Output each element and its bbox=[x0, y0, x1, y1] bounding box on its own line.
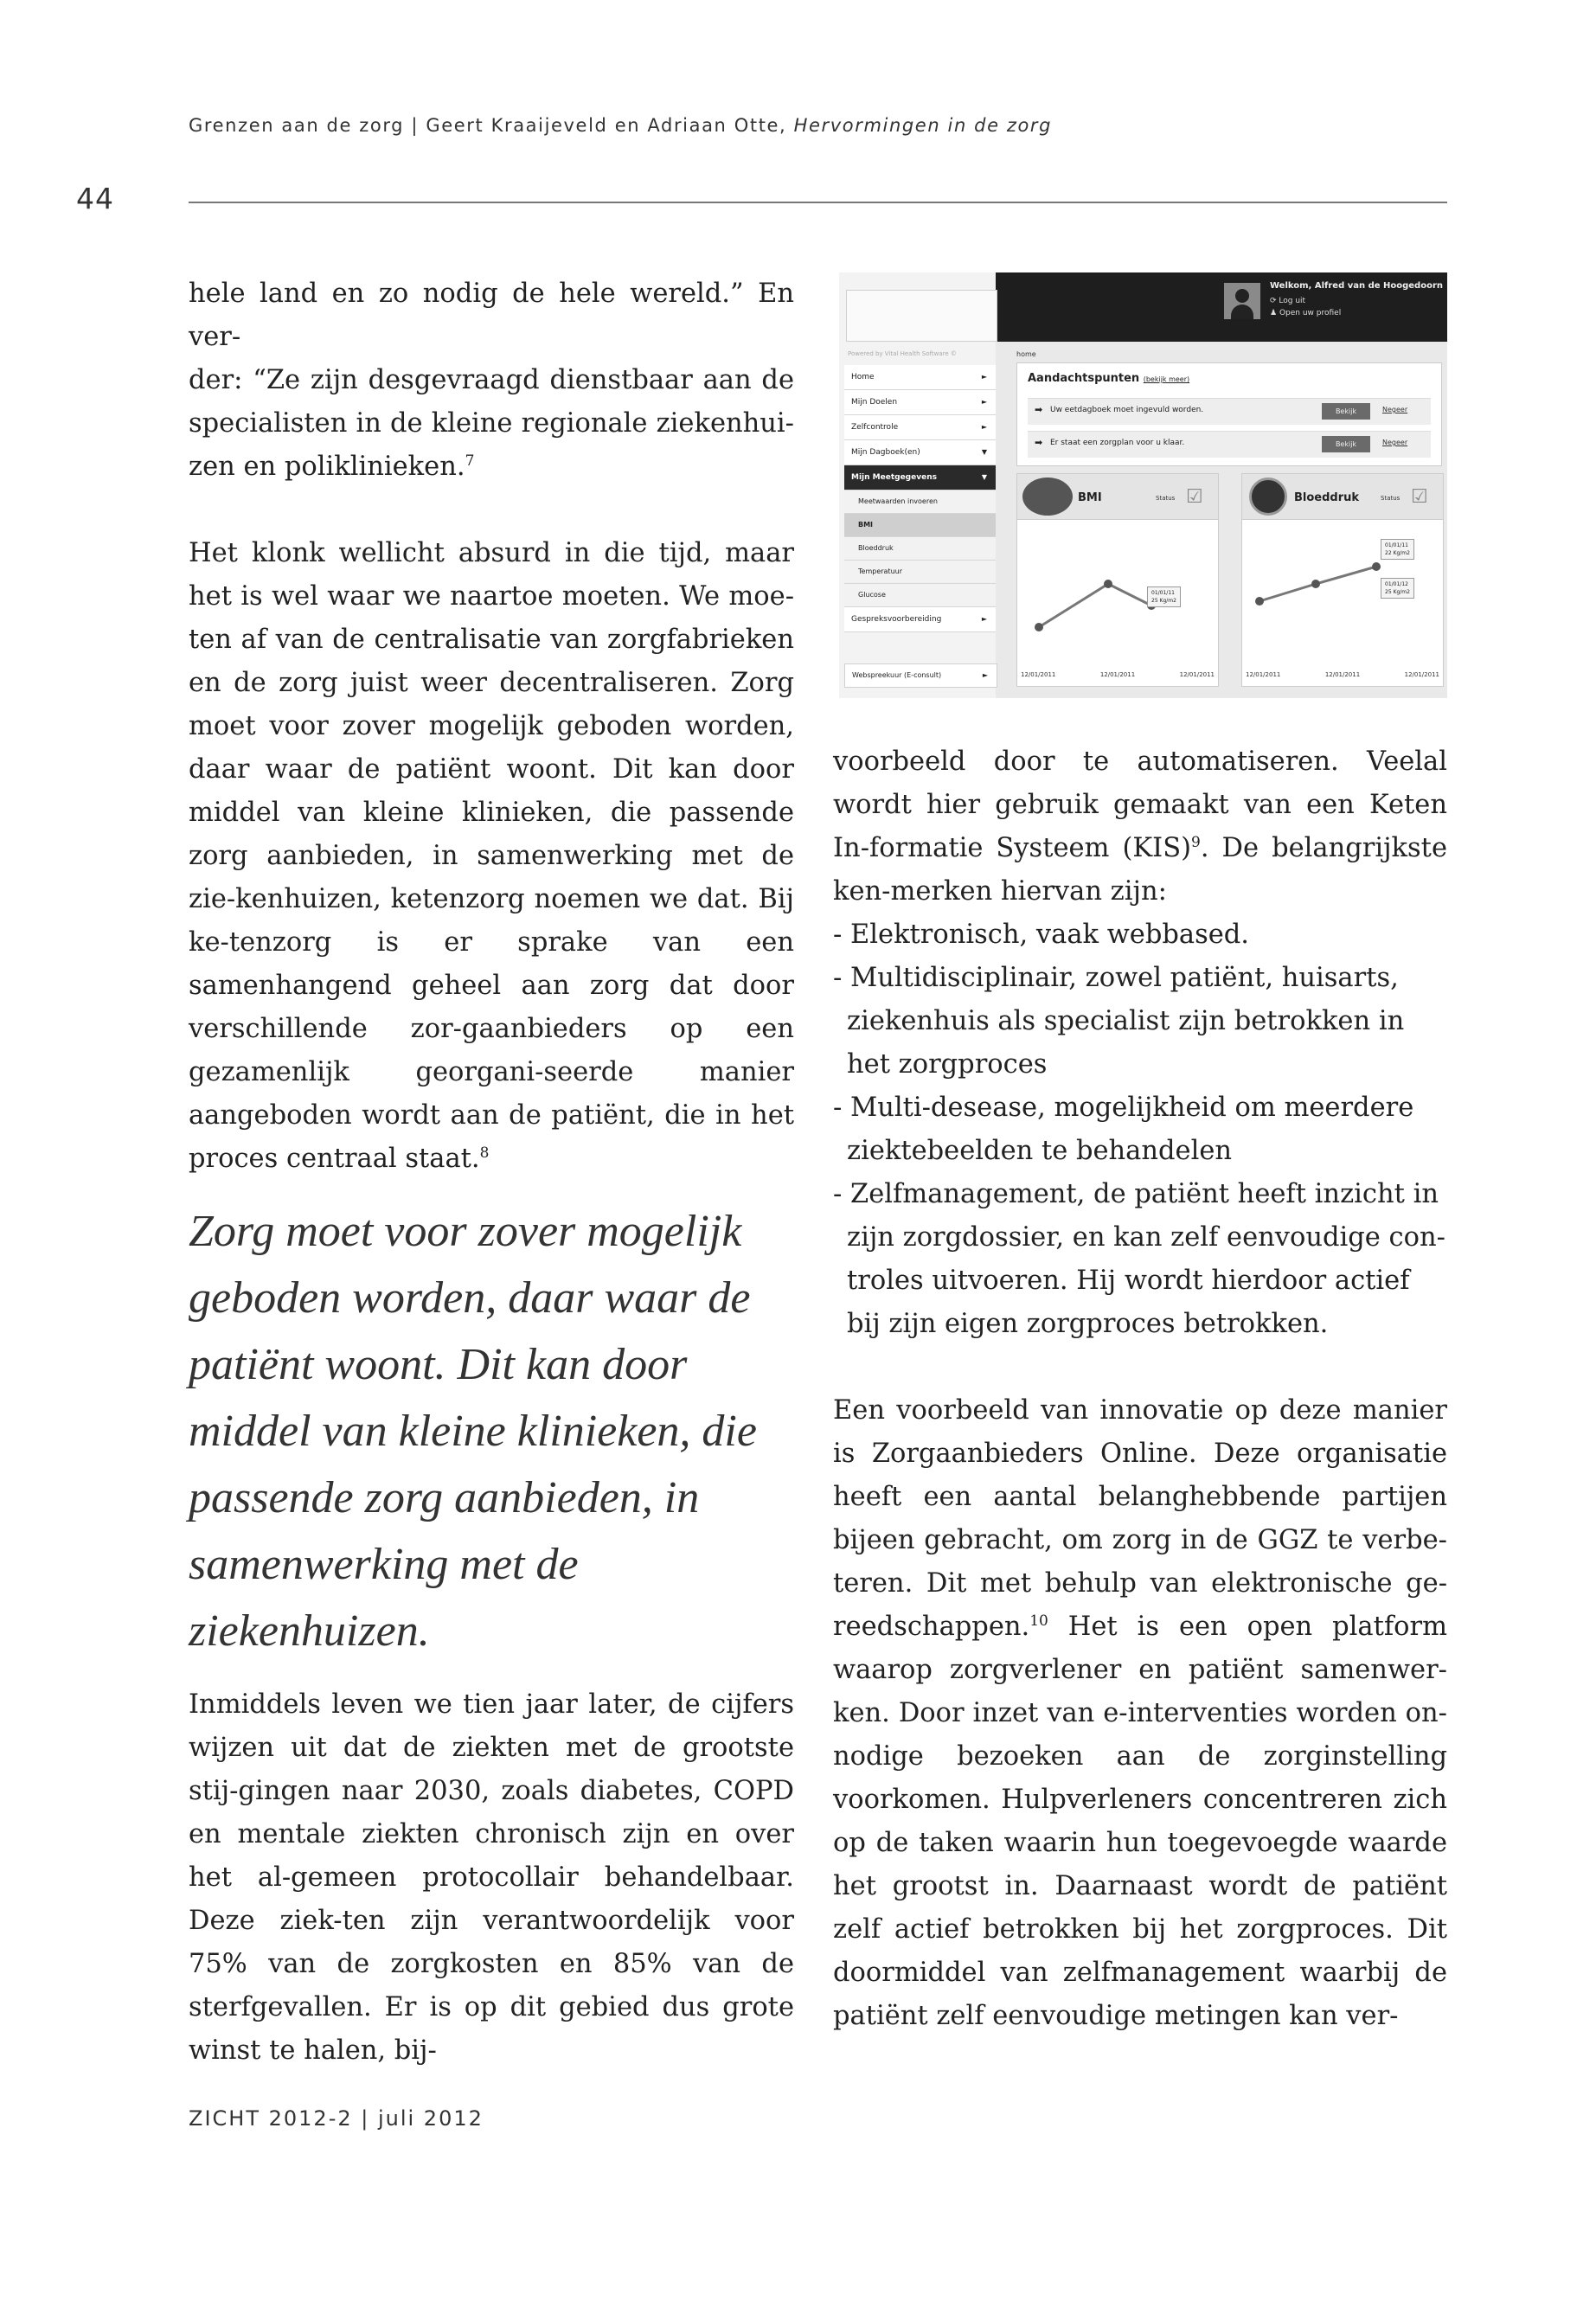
menu-label: Zelfcontrole bbox=[851, 423, 899, 432]
web-consult-label: Webspreekuur (E-consult) bbox=[852, 671, 942, 679]
alert-message: Uw eetdagboek moet ingevuld worden. bbox=[1050, 406, 1204, 414]
bmi-line-chart bbox=[1017, 519, 1218, 670]
date-label: 12/01/2011 bbox=[1099, 671, 1136, 678]
menu-subitem-bmi[interactable]: BMI bbox=[844, 514, 996, 537]
tooltip-date: 01/01/11 bbox=[1385, 542, 1408, 548]
left-column bbox=[189, 272, 794, 1181]
pull-quote-line: samenwerking met de bbox=[189, 1540, 579, 1589]
footnote-ref: 9 bbox=[1191, 833, 1201, 851]
tooltip-value: 22 Kg/m2 bbox=[1385, 550, 1410, 556]
pull-quote-line: geboden worden, daar waar de bbox=[189, 1273, 751, 1323]
running-head-authors: Grenzen aan de zorg | Geert Kraaijeveld en Adriaan Otte, bbox=[189, 115, 787, 136]
date-label: 12/01/2011 bbox=[1021, 671, 1056, 678]
pull-quote-line: patiënt woont. Dit kan door bbox=[189, 1340, 688, 1389]
arrow-right-icon: ➡ bbox=[1035, 404, 1043, 415]
date-label: 12/01/2011 bbox=[1324, 671, 1361, 678]
logo-area bbox=[846, 290, 997, 342]
menu-item-gesprek[interactable] bbox=[844, 607, 996, 632]
attention-panel bbox=[1016, 362, 1442, 466]
date-label: 12/01/2011 bbox=[1246, 671, 1281, 678]
breadcrumb[interactable]: home bbox=[1016, 350, 1036, 358]
alert-message: Er staat een zorgplan voor u klaar. bbox=[1050, 439, 1185, 447]
ignore-link[interactable]: Negeer bbox=[1382, 406, 1408, 413]
paragraph-text: zen en poliklinieken. bbox=[189, 452, 465, 482]
bmi-bubble-icon bbox=[1022, 478, 1073, 516]
data-tooltip bbox=[1147, 586, 1181, 607]
menu-subitem-bloeddruk[interactable]: Bloeddruk bbox=[844, 537, 996, 561]
paragraph-line: specialisten in de kleine regionale ziekenhui- bbox=[189, 408, 794, 439]
powered-by: Powered by Vital Health Software © bbox=[848, 350, 957, 357]
pull-quote-line: ziekenhuizen. bbox=[189, 1606, 430, 1656]
ehealth-screenshot bbox=[839, 272, 1447, 698]
paragraph-text: Een voorbeeld van innovatie op deze manier is Zorgaanbieders Online. Deze organisatie heeft een aantal belanghebbende partijen bijeen gebracht, om zorg in de GGZ te verbe-teren. Dit met behulp van elektronische ge-reedschappen. bbox=[833, 1395, 1447, 1642]
header-rule bbox=[189, 202, 1447, 203]
chevron-right-icon: ► bbox=[981, 398, 987, 406]
user-avatar-icon bbox=[1224, 283, 1260, 319]
paragraph bbox=[189, 532, 794, 1181]
pull-quote-line: middel van kleine klinieken, die bbox=[189, 1407, 757, 1456]
status-label: Status bbox=[1156, 495, 1176, 502]
paragraph-line bbox=[189, 445, 794, 489]
view-more-link[interactable]: (bekijk meer) bbox=[1143, 375, 1190, 383]
blood-pressure-gauge-icon bbox=[1249, 478, 1287, 516]
pull-quote bbox=[189, 1198, 829, 1664]
running-head bbox=[189, 115, 1052, 136]
date-axis bbox=[1246, 671, 1439, 678]
menu-subitem-glucose[interactable]: Glucose bbox=[844, 584, 996, 607]
list-item: - Multi-desease, mogelijkheid om meerdere ziektebeelden te behandelen bbox=[833, 1093, 1414, 1166]
view-button[interactable]: Bekijk bbox=[1322, 403, 1370, 420]
menu-label: Gespreksvoorbereiding bbox=[851, 615, 942, 624]
menu-item-doelen[interactable] bbox=[844, 390, 996, 415]
chevron-down-icon: ▼ bbox=[981, 448, 987, 456]
chevron-right-icon: ► bbox=[981, 423, 987, 431]
menu-item-zelfcontrole[interactable] bbox=[844, 415, 996, 440]
date-axis bbox=[1021, 671, 1215, 678]
chevron-right-icon: ► bbox=[982, 671, 988, 679]
paragraph-text: . De belangrijkste ken-merken hiervan zijn: bbox=[833, 833, 1447, 907]
welcome-text: Welkom, Alfred van de Hoogedoorn bbox=[1270, 281, 1443, 291]
alert-row bbox=[1028, 398, 1431, 425]
menu-label: Home bbox=[851, 373, 875, 381]
paragraph-text: Het klonk wellicht absurd in die tijd, maar het is wel waar we naartoe moeten. We moe-ten af van de centralisatie van zorgfabrieken en de zorg juist weer decentraliseren. Zorg moet voor zover mogelijk geboden worden, daar waar de patiënt woont. Dit kan door middel van kleine klinieken, die passende zorg aanbieden, in samenwerking met de zie-kenhuizen, ketenzorg noemen we dat. Bij ke-tenzorg is er sprake van een samenhangend geheel aan zorg dat door verschillende zor-gaanbieders op een gezamenlijk georgani-seerde manier aangeboden wordt aan de patiënt, die in het proces centraal staat. bbox=[189, 538, 794, 1174]
checkmark-icon: ☑ bbox=[1411, 486, 1428, 508]
ignore-link[interactable]: Negeer bbox=[1382, 439, 1408, 446]
date-label: 12/01/2011 bbox=[1404, 671, 1439, 678]
paragraph-text: voorbeeld door te automatiseren. Veelal wordt hier gebruik gemaakt van een Keten In-formatie Systeem (KIS) bbox=[833, 747, 1447, 863]
feature-list bbox=[833, 913, 1447, 1346]
menu-subitem-invoeren[interactable]: Meetwaarden invoeren bbox=[844, 490, 996, 514]
left-column-bottom bbox=[189, 1683, 794, 2073]
tooltip-date: 01/01/12 bbox=[1385, 581, 1408, 587]
panel-title-text: Aandachtspunten bbox=[1028, 372, 1140, 385]
page-number: 44 bbox=[76, 182, 114, 215]
profile-label: Open uw profiel bbox=[1279, 309, 1342, 317]
alert-row bbox=[1028, 431, 1431, 458]
bmi-card[interactable] bbox=[1016, 473, 1219, 687]
list-item: - Zelfmanagement, de patiënt heeft inzicht in zijn zorgdossier, en kan zelf eenvoudige con-troles uitvoeren. Hij wordt hierdoor actief bij zijn eigen zorgproces betrokken. bbox=[833, 1179, 1445, 1339]
menu-item-home[interactable] bbox=[844, 365, 996, 390]
bloeddruk-card[interactable] bbox=[1241, 473, 1444, 687]
right-column bbox=[833, 740, 1447, 2038]
menu-label: Mijn Doelen bbox=[851, 398, 898, 407]
paragraph-text: Het is een open platform waarop zorgverlener en patiënt samenwer-ken. Door inzet van e-interventies worden on-nodige bezoeken aan de zorginstelling voorkomen. Hulpverleners concentreren zich op de taken waarin hun toegevoegde waarde het grootst in. Daarnaast wordt de patiënt zelf actief betrokken bij het zorgproces. Dit doormiddel van zelfmanagement waarbij de patiënt zelf eenvoudige metingen kan ver- bbox=[833, 1612, 1447, 2031]
paragraph: Inmiddels leven we tien jaar later, de cijfers wijzen uit dat de ziekten met de grootste stij-gingen naar 2030, zoals diabetes, COPD en mentale ziekten chronisch zijn en over het al-gemeen protocollair behandelbaar. Deze ziek-ten zijn verantwoordelijk voor 75% van de zorgkosten en 85% van de sterfgevallen. Er is op dit gebied dus grote winst te halen, bij- bbox=[189, 1689, 794, 2066]
paragraph bbox=[833, 1389, 1447, 2038]
chevron-down-icon: ▼ bbox=[981, 473, 987, 481]
view-button[interactable]: Bekijk bbox=[1322, 436, 1370, 452]
arrow-right-icon: ➡ bbox=[1035, 437, 1043, 448]
logout-label: Log uit bbox=[1279, 297, 1306, 305]
logout-link[interactable]: ⟳ Log uit bbox=[1270, 297, 1306, 305]
status-label: Status bbox=[1381, 495, 1401, 502]
paragraph-line: der: “Ze zijn desgevraagd dienstbaar aan de bbox=[189, 365, 794, 395]
menu-subitem-temperatuur[interactable]: Temperatuur bbox=[844, 561, 996, 584]
tooltip-value: 25 Kg/m2 bbox=[1151, 598, 1176, 604]
paragraph bbox=[833, 740, 1447, 913]
pull-quote-line: passende zorg aanbieden, in bbox=[189, 1473, 700, 1522]
menu-label: Mijn Dagboek(en) bbox=[851, 448, 920, 457]
footnote-ref: 10 bbox=[1029, 1612, 1048, 1630]
pull-quote-line: Zorg moet voor zover mogelijk bbox=[189, 1207, 742, 1256]
sidebar-menu bbox=[844, 365, 996, 632]
date-label: 12/01/2011 bbox=[1179, 671, 1215, 678]
screenshot-sidebar bbox=[839, 272, 996, 698]
paragraph-line: hele land en zo nodig de hele wereld.” En ver- bbox=[189, 279, 794, 352]
data-tooltip bbox=[1381, 539, 1414, 560]
tooltip-value: 25 Kg/m2 bbox=[1385, 589, 1410, 595]
profile-link[interactable]: ♟ Open uw profiel bbox=[1270, 309, 1342, 317]
menu-label: Mijn Meetgegevens bbox=[851, 473, 937, 482]
card-title: BMI bbox=[1078, 491, 1102, 504]
running-head-title: Hervormingen in de zorg bbox=[793, 115, 1053, 136]
list-item: - Multidisciplinair, zowel patiënt, huisarts, ziekenhuis als specialist zijn betrokken in het zorgproces bbox=[833, 963, 1405, 1080]
data-tooltip bbox=[1381, 578, 1414, 599]
tooltip-date: 01/01/11 bbox=[1151, 590, 1175, 596]
checkmark-icon: ☑ bbox=[1186, 486, 1203, 508]
webspreekuur-link[interactable] bbox=[844, 663, 997, 688]
page-footer: ZICHT 2012-2 | juli 2012 bbox=[189, 2106, 484, 2131]
menu-item-dagboek[interactable] bbox=[844, 440, 996, 465]
footnote-ref: 7 bbox=[465, 452, 475, 470]
chevron-right-icon: ► bbox=[981, 373, 987, 381]
chevron-right-icon: ► bbox=[981, 615, 987, 623]
menu-item-meetgegevens[interactable] bbox=[844, 465, 996, 490]
panel-title bbox=[1028, 372, 1189, 385]
card-title: Bloeddruk bbox=[1294, 491, 1360, 504]
list-item: - Elektronisch, vaak webbased. bbox=[833, 920, 1250, 950]
footnote-ref: 8 bbox=[479, 1144, 490, 1162]
